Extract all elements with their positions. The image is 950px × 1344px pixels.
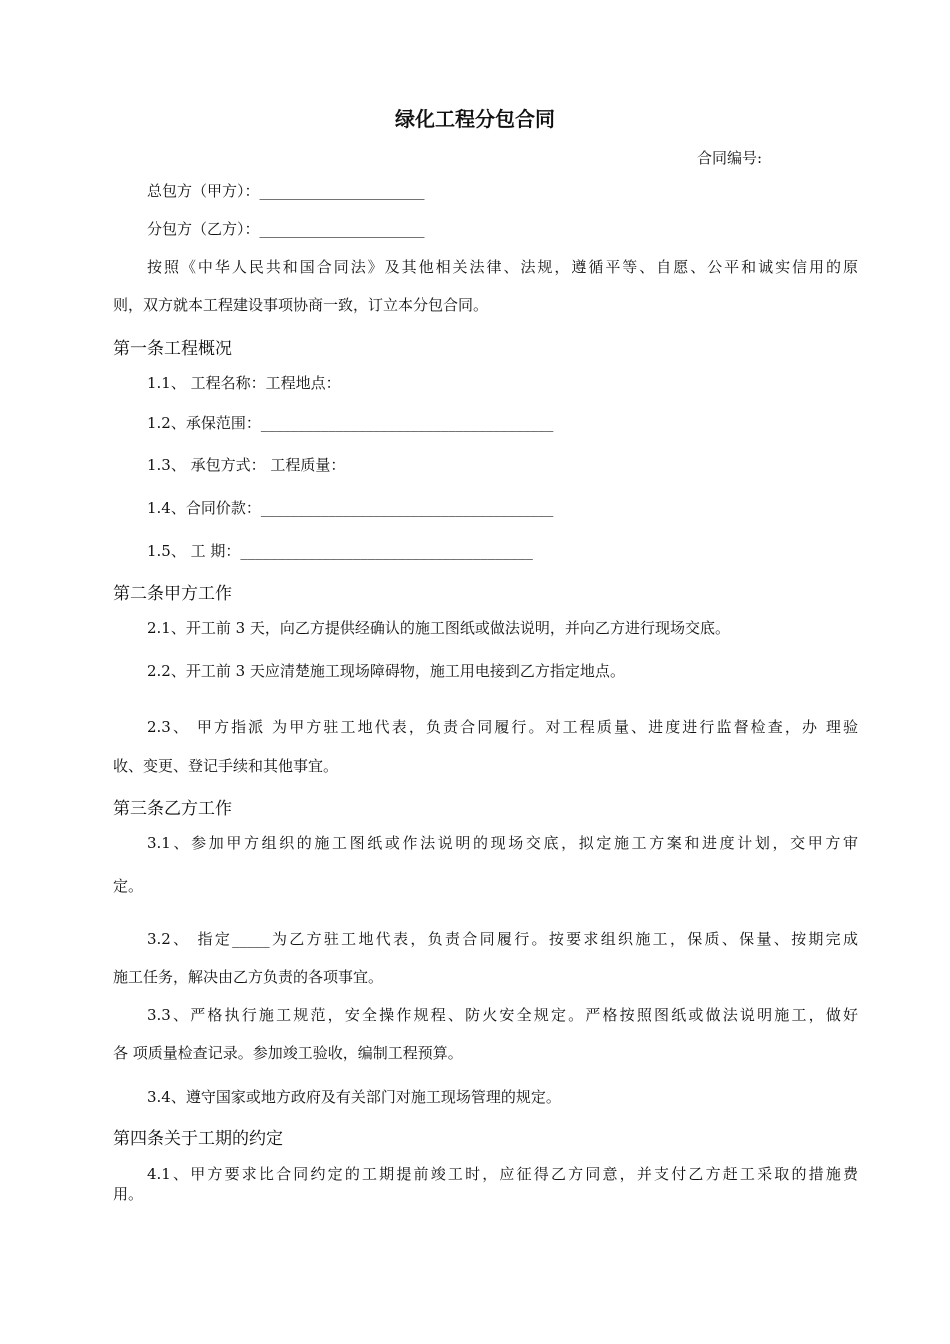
clause-2-1: 2.1、开工前 3 天，向乙方提供经确认的施工图纸或做法说明，并向乙方进行现场交底。 bbox=[147, 619, 730, 637]
clause-3-3-line-2: 各 项质量检查记录。参加竣工验收，编制工程预算。 bbox=[113, 1044, 463, 1062]
clause-3-2-line-1: 3.2、 指定_____为乙方驻工地代表，负责合同履行。按要求组织施工，保质、保量、按期完成 bbox=[147, 930, 858, 948]
clause-1-5: 1.5、 工 期：_______________________________________ bbox=[147, 542, 533, 560]
section-2-heading: 第二条甲方工作 bbox=[113, 584, 232, 604]
clause-3-4: 3.4、遵守国家或地方政府及有关部门对施工现场管理的规定。 bbox=[147, 1088, 561, 1106]
intro-paragraph-line-1: 按照《中华人民共和国合同法》及其他相关法律、法规，遵循平等、自愿、公平和诚实信用的原 bbox=[147, 258, 858, 276]
clause-1-4: 1.4、合同价款：_______________________________________ bbox=[147, 499, 554, 517]
clause-3-1-line-1: 3.1、参加甲方组织的施工图纸或作法说明的现场交底，拟定施工方案和进度计划，交甲方审 bbox=[147, 834, 858, 852]
clause-1-3: 1.3、 承包方式： 工程质量： bbox=[147, 456, 346, 474]
contract-number-label: 合同编号: bbox=[697, 149, 763, 167]
clause-2-3-line-2: 收、变更、登记手续和其他事宜。 bbox=[113, 757, 339, 775]
section-3-heading: 第三条乙方工作 bbox=[113, 799, 232, 819]
party-b-line: 分包方（乙方）：______________________ bbox=[147, 220, 425, 238]
clause-1-1: 1.1、 工程名称：工程地点： bbox=[147, 374, 341, 392]
clause-1-2: 1.2、承保范围：_______________________________________ bbox=[147, 414, 554, 432]
section-1-heading: 第一条工程概况 bbox=[113, 339, 232, 359]
section-4-heading: 第四条关于工期的约定 bbox=[113, 1129, 283, 1149]
clause-2-2: 2.2、开工前 3 天应清楚施工现场障碍物，施工用电接到乙方指定地点。 bbox=[147, 662, 625, 680]
clause-3-2-line-2: 施工任务，解决由乙方负责的各项事宜。 bbox=[113, 968, 384, 986]
party-a-line: 总包方（甲方）：______________________ bbox=[147, 182, 425, 200]
document-title: 绿化工程分包合同 bbox=[395, 107, 555, 131]
clause-3-3-line-1: 3.3、严格执行施工规范，安全操作规程、防火安全规定。严格按照图纸或做法说明施工，做好 bbox=[147, 1006, 858, 1024]
clause-4-1-line-1: 4.1、甲方要求比合同约定的工期提前竣工时，应征得乙方同意，并支付乙方赶工采取的措施费 bbox=[147, 1165, 858, 1183]
clause-3-1-line-2: 定。 bbox=[113, 877, 144, 895]
intro-paragraph-line-2: 则，双方就本工程建设事项协商一致，订立本分包合同。 bbox=[113, 296, 489, 314]
clause-4-1-line-2: 用。 bbox=[113, 1185, 144, 1203]
clause-2-3-line-1: 2.3、 甲方指派 为甲方驻工地代表，负责合同履行。对工程质量、进度进行监督检查，办 理验 bbox=[147, 718, 858, 736]
